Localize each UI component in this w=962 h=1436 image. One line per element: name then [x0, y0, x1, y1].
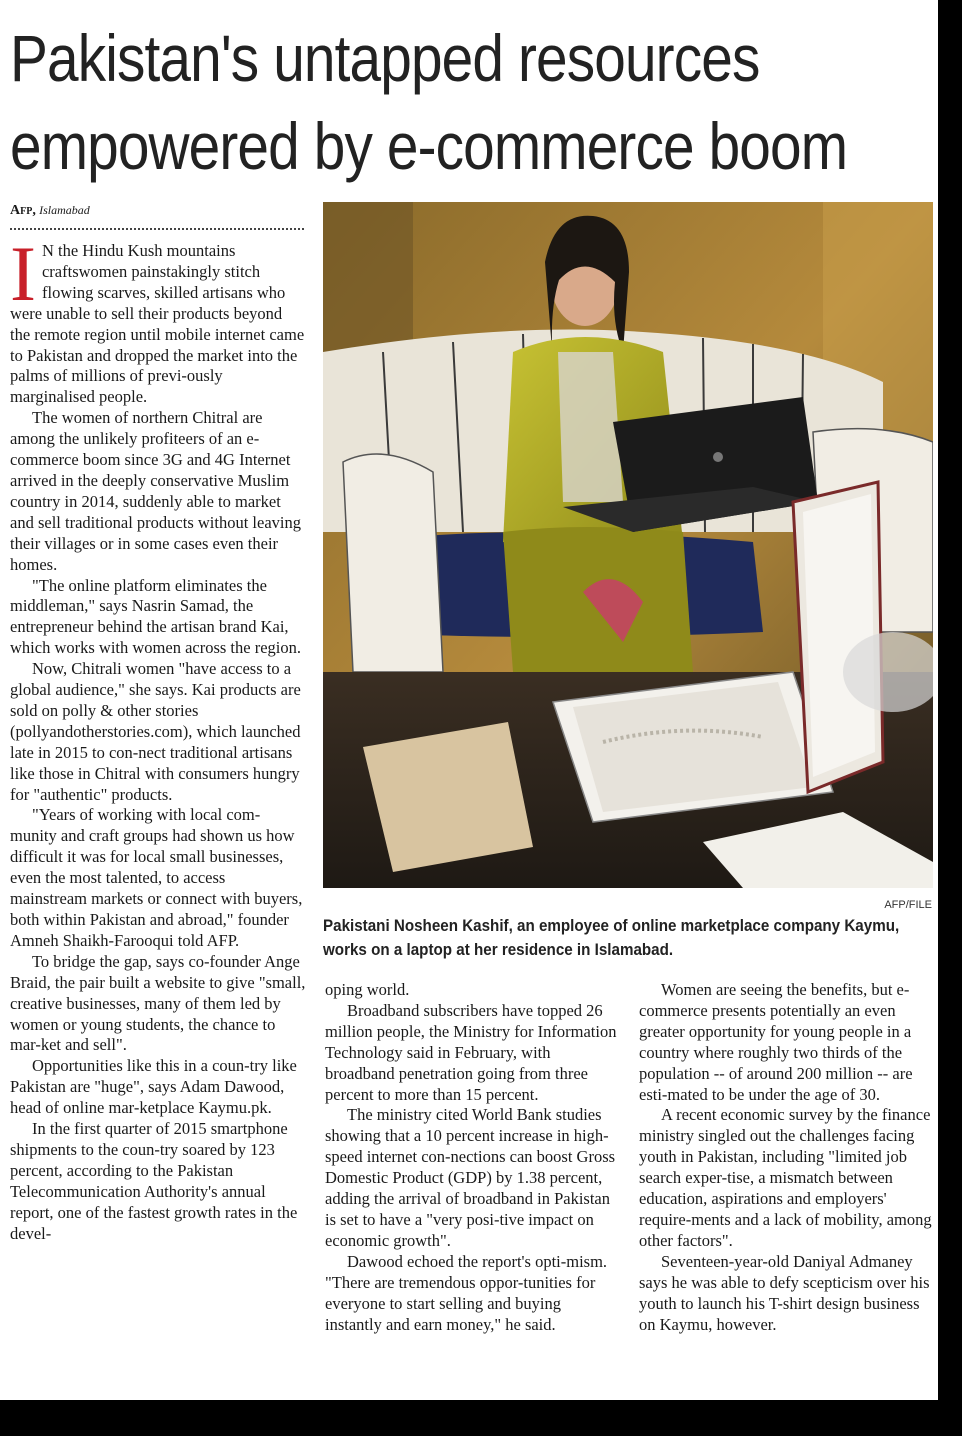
photo-caption: Pakistani Nosheen Kashif, an employee of online marketplace company Kaymu, works on a laptop at her residence in Islamabad.: [323, 917, 900, 959]
headline: Pakistan's untapped resources empowered by e-commerce boom: [10, 21, 848, 183]
paragraph: Seventeen-year-old Daniyal Admaney says he was able to defy scepticism over his youth to launch his T-shirt design business on Kaymu, however.: [639, 1251, 930, 1334]
paragraph: Opportunities like this in a coun-try like Pakistan are "huge", says Adam Dawood, head of online mar-ketplace Kaymu.pk.: [10, 1056, 297, 1118]
paragraph: In the first quarter of 2015 smartphone shipments to the coun-try soared by 123 percent, according to the Pakistan Telecommunication Authority's annual report, one of the fastest growth rates in the devel-: [10, 1119, 298, 1243]
byline: [10, 202, 90, 219]
paragraph: Women are seeing the benefits, but e-commerce presents potentially an even greater opportunity for young people in a country where roughly two thirds of the population -- of around 200 million -- are esti-mated to be under the age of 30.: [639, 980, 913, 1104]
photo-illustration: [323, 202, 933, 888]
paragraph-continuation: oping world.: [325, 980, 410, 999]
lead-text: N the Hindu Kush mountains craftswomen painstakingly stitch flowing scarves, skilled artisans who were unable to sell their products beyond the remote region until mobile internet came to Pakistan and dropped the market into the palms of millions of previ-ously marginalised people.: [10, 241, 305, 407]
paragraph: Dawood echoed the report's opti-mism. "There are tremendous oppor-tunities for everyone to start selling and buying instantly and earn money," he said.: [325, 1251, 608, 1334]
paragraph: The women of northern Chitral are among the unlikely profiteers of an e-commerce boom since 3G and 4G Internet arrived in the deeply conservative Muslim country in 2014, suddenly able to market and sell traditional products without leaving their villages or in some cases even their homes.: [10, 408, 301, 574]
article-column-3: [639, 980, 933, 1398]
paragraph: Now, Chitrali women "have access to a global audience," she says. Kai products are sold on polly & other stories (pollyandotherstories.com), which launched late in 2015 to con-nect traditional artisans like those in Chitral with consumers hungry for "authentic" products.: [10, 659, 301, 804]
drop-cap: I: [10, 241, 36, 317]
paragraph: "The online platform eliminates the middleman," says Nasrin Samad, the entrepreneur behind the artisan brand Kai, which works with women across the region.: [10, 575, 301, 658]
byline-place: Islamabad: [39, 203, 90, 217]
paragraph: Broadband subscribers have topped 26 million people, the Ministry for Information Technology said in February, with broadband penetration going from three percent to more than 15 percent.: [325, 1000, 617, 1104]
lead-paragraph: [10, 241, 306, 408]
article-column-1: [10, 241, 306, 1398]
article-column-2: [325, 980, 621, 1398]
byline-agency: Afp,: [10, 203, 36, 218]
byline-divider: [10, 228, 304, 230]
paragraph: The ministry cited World Bank studies showing that a 10 percent increase in high-speed internet con-nections can boost Gross Domestic Product (GDP) by 1.38 percent, adding the arrival of broadband in Pakistan is set to have a "very posi-tive impact on economic growth".: [325, 1105, 616, 1250]
paragraph: A recent economic survey by the finance ministry singled out the challenges facing youth in Pakistan, including "limited job search exper-tise, a mismatch between education, aspirations and employers' require-ments and a lack of mobility, among other factors".: [639, 1105, 932, 1250]
article-photo: [323, 202, 933, 888]
paragraph: To bridge the gap, says co-founder Ange Braid, the pair built a website to give "small, creative businesses, many of them led by women or young students, the chance to mar-ket and sell".: [10, 951, 306, 1055]
paragraph: "Years of working with local com-munity and craft groups had shown us how difficult it was for local small businesses, even the most talented, to access mainstream markets or connect with buyers, both within Pakistan and abroad," founder Amneh Shaikh-Farooqui told AFP.: [10, 805, 303, 950]
photo-credit: AFP/FILE: [884, 899, 932, 911]
